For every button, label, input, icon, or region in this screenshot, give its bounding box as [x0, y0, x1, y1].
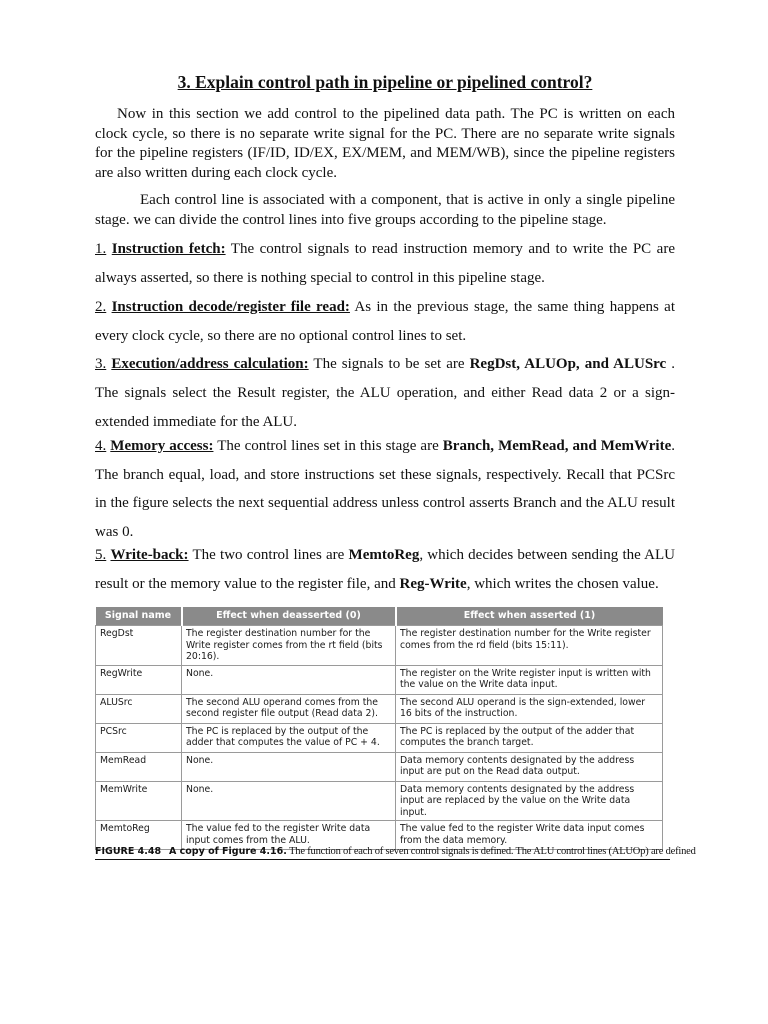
asserted-effect-cell: Data memory contents designated by the address input are replaced by the value on the Write data input.	[396, 781, 663, 821]
signal-name-cell: ALUSrc	[96, 694, 182, 723]
stage-write-back	[95, 541, 675, 599]
stage-text: , which decides between sending the ALU result or the memory value to the register file, and	[95, 547, 675, 592]
figure-label: FIGURE 4.48	[95, 846, 162, 857]
stage-signals: RegDst, ALUOp, and ALUSrc	[469, 356, 667, 372]
asserted-effect-cell: Data memory contents designated by the address input are put on the Read data output.	[396, 752, 663, 781]
deasserted-effect-cell: The second ALU operand comes from the second register file output (Read data 2).	[182, 694, 396, 723]
signal-name-cell: MemtoReg	[96, 821, 182, 850]
stage-text: The signals to be set are	[308, 356, 470, 372]
deasserted-effect-cell: None.	[182, 665, 396, 694]
control-signals-table	[95, 607, 663, 850]
stage-signals: Branch, MemRead, and MemWrite	[442, 438, 672, 454]
stage-title: Write-back:	[110, 547, 189, 563]
asserted-effect-cell: The value fed to the register Write data input comes from the data memory.	[396, 821, 663, 850]
table-header-row	[96, 607, 663, 626]
asserted-effect-cell: The register on the Write register input is written with the value on the Write data input.	[396, 665, 663, 694]
deasserted-effect-cell: The PC is replaced by the output of the adder that computes the value of PC + 4.	[182, 723, 396, 752]
stage-title: Execution/address calculation:	[111, 356, 309, 372]
table-row	[96, 694, 663, 723]
stage-text: The two control lines are	[188, 547, 349, 563]
signal-name-cell: PCSrc	[96, 723, 182, 752]
stage-signals: MemtoReg	[348, 547, 420, 563]
deasserted-effect-cell: None.	[182, 781, 396, 821]
asserted-effect-cell: The register destination number for the Write register comes from the rd field (bits 15:11).	[396, 626, 663, 666]
signal-name-cell: RegDst	[96, 626, 182, 666]
figure-caption	[95, 845, 696, 860]
deasserted-effect-cell: The register destination number for the Write register comes from the rt field (bits 20:16).	[182, 626, 396, 666]
stage-title: Instruction fetch:	[111, 241, 226, 257]
stage-text: , which writes the chosen value.	[466, 576, 659, 592]
stage-text: . The signals select the Result register, the ALU operation, and either Read data 2 or a sign-extended immediate for the ALU.	[95, 356, 676, 430]
asserted-effect-cell: The PC is replaced by the output of the adder that computes the branch target.	[396, 723, 663, 752]
stage-title: Memory access:	[110, 438, 214, 454]
stage-number: 5.	[95, 547, 107, 563]
table-row	[96, 723, 663, 752]
stage-text: As in the previous stage, the same thing happens at every clock cycle, so there are no optional control lines to set.	[95, 299, 675, 344]
stage-text: The control lines set in this stage are	[213, 438, 443, 454]
intro-paragraph-2: Each control line is associated with a component, that is active in only a single pipeline stage. we can divide the control lines into five groups according to the pipeline stage.	[95, 192, 675, 228]
stage-text: The control signals to read instruction memory and to write the PC are always asserted, so there is nothing special to control in this pipeline stage.	[95, 241, 675, 286]
stage-number: 2.	[95, 299, 107, 315]
stage-number: 1.	[95, 241, 107, 257]
stage-instruction-fetch	[95, 235, 675, 293]
table-row	[96, 626, 663, 666]
table-row	[96, 665, 663, 694]
stage-execution	[95, 350, 675, 437]
stage-signals: Reg-Write	[399, 576, 467, 592]
signal-name-cell: MemWrite	[96, 781, 182, 821]
stage-instruction-decode	[95, 293, 675, 351]
figure-caption-text: The function of each of seven control signals is defined. The ALU control lines (ALUOp) are defined	[286, 846, 696, 857]
intro-paragraph-1: Now in this section we add control to the pipelined data path. The PC is written on each clock cycle, so there is no separate write signal for the PC. There are no separate write signals for the pipeline registers (IF/ID, ID/EX, EX/MEM, and MEM/WB), since the pipeline registers are also written during each clock cycle.	[95, 106, 675, 181]
asserted-effect-cell: The second ALU operand is the sign-extended, lower 16 bits of the instruction.	[396, 694, 663, 723]
stage-title: Instruction decode/register file read:	[111, 299, 350, 315]
stage-number: 3.	[95, 356, 107, 372]
deasserted-effect-cell: None.	[182, 752, 396, 781]
stage-memory-access	[95, 432, 675, 546]
column-header: Effect when deasserted (0)	[182, 607, 396, 626]
stage-number: 4.	[95, 438, 107, 454]
figure-reference: A copy of Figure 4.16.	[168, 846, 287, 857]
column-header: Effect when asserted (1)	[396, 607, 663, 626]
deasserted-effect-cell: The value fed to the register Write data input comes from the ALU.	[182, 821, 396, 850]
table-row	[96, 752, 663, 781]
page-title: 3. Explain control path in pipeline or pipelined control?	[177, 72, 593, 92]
table-row	[96, 781, 663, 821]
signal-name-cell: RegWrite	[96, 665, 182, 694]
column-header: Signal name	[96, 607, 182, 626]
signal-name-cell: MemRead	[96, 752, 182, 781]
stage-text: . The branch equal, load, and store instructions set these signals, respectively. Recall that PCSrc in the figure selects the next sequential address unless control asserts Branch and the ALU result was 0.	[95, 438, 675, 540]
